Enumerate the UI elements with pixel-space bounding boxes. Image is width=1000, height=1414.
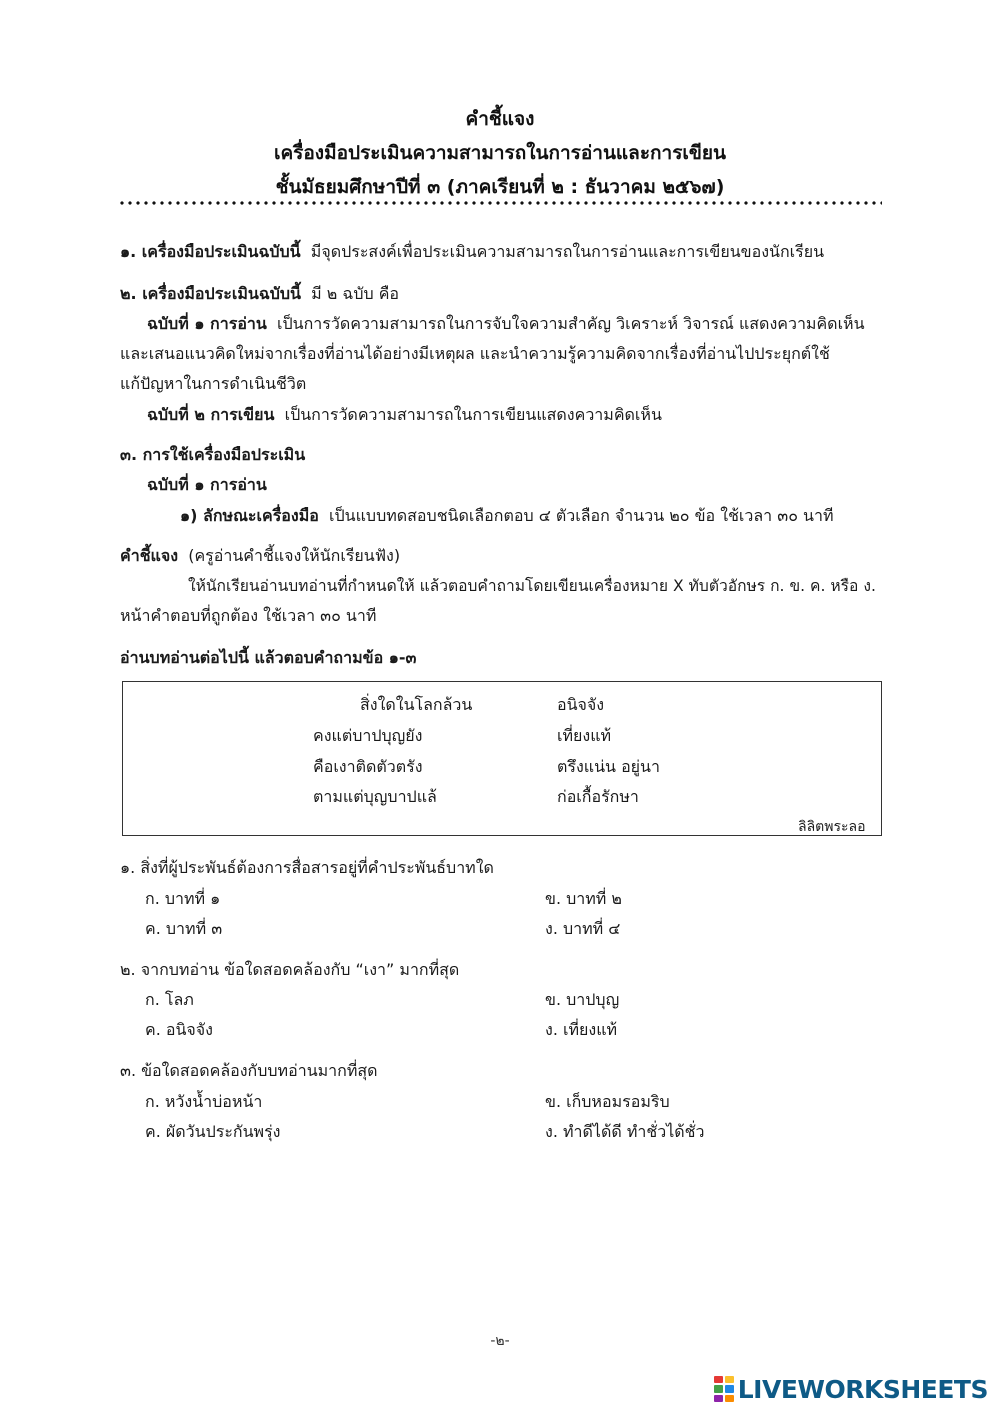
- version-1-line2: และเสนอแนวคิดใหม่จากเรื่องที่อ่านได้อย่างมีเหตุผล และนำความรู้ความคิดจากเรื่องที่อ่านไปประยุกต์ใช้: [120, 344, 830, 363]
- poem-line-2-right: เที่ยงแท้: [557, 726, 612, 745]
- question-1: ๑. สิ่งที่ผู้ประพันธ์ต้องการสื่อสารอยู่ที่คำประพันธ์บาทใด: [120, 858, 494, 877]
- q1-option-d[interactable]: ง. บาทที่ ๔: [545, 919, 621, 938]
- liveworksheets-logo: [714, 1374, 988, 1404]
- poem-line-3-left: คือเงาติดตัวตรัง: [313, 757, 423, 776]
- q2-option-a[interactable]: ก. โลภ: [145, 990, 194, 1009]
- poem-line-2-left: คงแต่บาปบุญยัง: [313, 726, 423, 745]
- poem-line-4-left: ตามแต่บุญบาปแล้: [313, 787, 437, 806]
- q3-option-a[interactable]: ก. หวังน้ำบ่อหน้า: [145, 1092, 263, 1111]
- section-3-item-text: เป็นแบบทดสอบชนิดเลือกตอบ ๔ ตัวเลือก จำนวน ๒๐ ข้อ ใช้เวลา ๓๐ นาที: [329, 506, 834, 525]
- version-2-text: เป็นการวัดความสามารถในการเขียนแสดงความคิดเห็น: [284, 405, 662, 424]
- poem-source: ลิลิตพระลอ: [798, 819, 866, 835]
- instructions-line2: หน้าคำตอบที่ถูกต้อง ใช้เวลา ๓๐ นาที: [120, 606, 377, 625]
- version-1-line1: [147, 313, 865, 335]
- q1-option-c[interactable]: ค. บาทที่ ๓: [145, 919, 223, 938]
- version-1-lead: ฉบับที่ ๑ การอ่าน: [147, 314, 267, 333]
- version-2-lead: ฉบับที่ ๒ การเขียน: [147, 405, 275, 424]
- question-3: ๓. ข้อใดสอดคล้องกับบทอ่านมากที่สุด: [120, 1061, 378, 1080]
- logo-mark-icon: [714, 1376, 734, 1402]
- instructions-lead: คำชี้แจง: [120, 546, 179, 565]
- poem-line-1-right: อนิจจัง: [557, 695, 605, 714]
- version-2-line: [147, 404, 662, 426]
- section-1: [120, 241, 824, 263]
- doc-title: คำชี้แจง: [465, 108, 535, 130]
- poem-line-1-left: สิ่งใดในโลกล้วน: [360, 695, 473, 714]
- instructions-heading: [120, 545, 400, 567]
- doc-subtitle-grade: ชั้นมัธยมศึกษาปีที่ ๓ (ภาคเรียนที่ ๒ : ธันวาคม ๒๕๖๗): [275, 176, 725, 198]
- q3-option-c[interactable]: ค. ผัดวันประกันพรุ่ง: [145, 1122, 281, 1141]
- section-3-item: [180, 505, 834, 527]
- reading-heading: อ่านบทอ่านต่อไปนี้ แล้วตอบคำถามข้อ ๑-๓: [120, 648, 417, 667]
- section-3-sub: ฉบับที่ ๑ การอ่าน: [147, 475, 267, 494]
- instructions-line1: ให้นักเรียนอ่านบทอ่านที่กำหนดให้ แล้วตอบคำถามโดยเขียนเครื่องหมาย X ทับตัวอักษร ก. ข. ค. หรือ ง.: [188, 577, 876, 595]
- section-2-text: มี ๒ ฉบับ คือ: [311, 284, 400, 303]
- version-1-line3: แก้ปัญหาในการดำเนินชีวิต: [120, 374, 307, 393]
- section-3-lead: ๓. การใช้เครื่องมือประเมิน: [120, 445, 306, 464]
- section-1-text: มีจุดประสงค์เพื่อประเมินความสามารถในการอ่านและการเขียนของนักเรียน: [310, 242, 825, 261]
- doc-subtitle: เครื่องมือประเมินความสามารถในการอ่านและการเขียน: [273, 142, 727, 164]
- section-3-item-lead: ๑) ลักษณะเครื่องมือ: [180, 506, 319, 525]
- q3-option-d[interactable]: ง. ทำดีได้ดี ทำชั่วได้ชั่ว: [545, 1122, 705, 1141]
- section-2: [120, 283, 399, 305]
- dotted-divider: [118, 201, 882, 205]
- q2-option-c[interactable]: ค. อนิจจัง: [145, 1020, 213, 1039]
- q1-option-b[interactable]: ข. บาทที่ ๒: [545, 889, 622, 908]
- version-1-text: เป็นการวัดความสามารถในการจับใจความสำคัญ วิเคราะห์ วิจารณ์ แสดงความคิดเห็น: [277, 314, 865, 333]
- q3-option-b[interactable]: ข. เก็บหอมรอมริบ: [545, 1092, 670, 1111]
- question-2: ๒. จากบทอ่าน ข้อใดสอดคล้องกับ “เงา” มากที่สุด: [120, 960, 460, 979]
- instructions-note: (ครูอ่านคำชี้แจงให้นักเรียนฟัง): [188, 546, 401, 565]
- q2-option-d[interactable]: ง. เที่ยงแท้: [545, 1020, 618, 1039]
- logo-text: LIVEWORKSHEETS: [737, 1374, 988, 1404]
- poem-box: [122, 681, 882, 836]
- poem-line-4-right: ก่อเกื้อรักษา: [557, 787, 639, 806]
- page-number: -๒-: [490, 1333, 510, 1349]
- poem-line-3-right: ตรึงแน่น อยู่นา: [557, 757, 660, 776]
- q2-option-b[interactable]: ข. บาปบุญ: [545, 990, 620, 1009]
- section-2-lead: ๒. เครื่องมือประเมินฉบับนี้: [120, 284, 301, 303]
- section-1-lead: ๑. เครื่องมือประเมินฉบับนี้: [120, 242, 301, 261]
- q1-option-a[interactable]: ก. บาทที่ ๑: [145, 889, 221, 908]
